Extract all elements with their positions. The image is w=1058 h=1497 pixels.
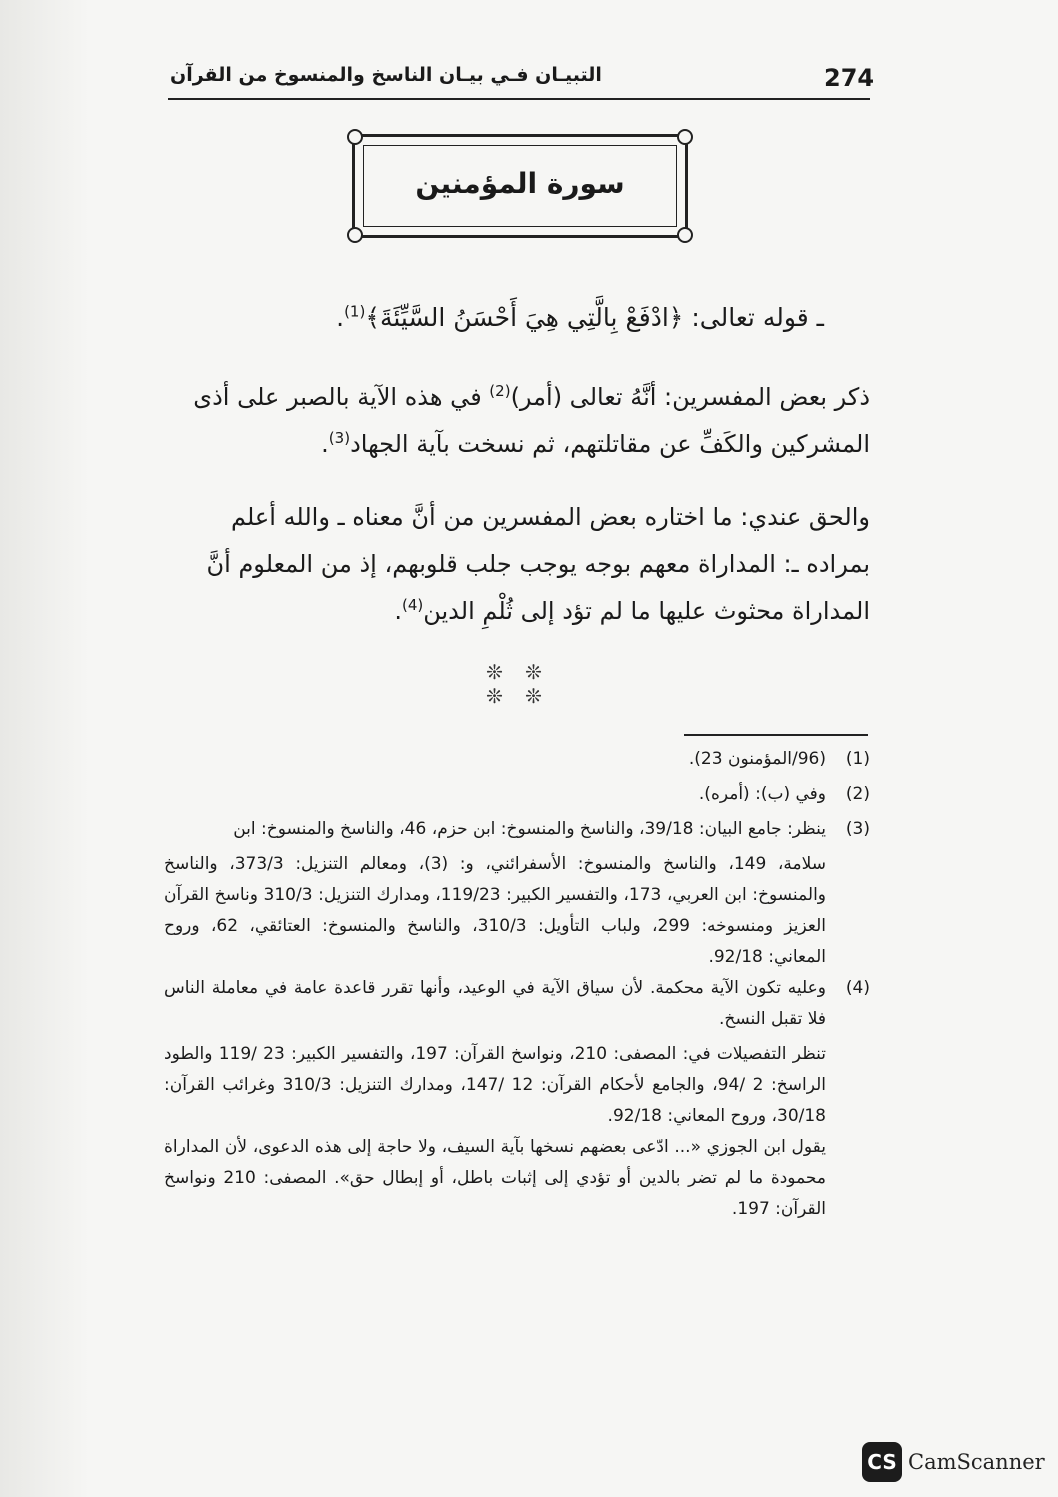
camscanner-logo-icon: CS xyxy=(862,1442,902,1482)
footnote-number: (3) xyxy=(845,819,870,839)
page-number: 274 xyxy=(824,64,875,92)
verse-line xyxy=(180,294,824,341)
footnote-number: (2) xyxy=(845,784,870,804)
footnote-4-quote: يقول ابن الجوزي «... ادّعى بعضهم نسخها بآية السيف، ولا حاجة إلى هذه الدعوى، لأن المداراة محمودة ما لم تضر بالدين أو تؤدي إلى إثبات باطل، أو إبطال حق». المصفى: 210 ونواسخ القرآن: 197. xyxy=(164,1137,826,1219)
frame-corner-ornament xyxy=(677,129,693,145)
paragraph-1-text-b: في هذه الآية بالصبر على أذى المشركين والكَفِّ عن مقاتلتهم، ثم نسخت بآية الجهاد xyxy=(193,383,870,458)
surah-title-frame xyxy=(352,134,688,238)
camscanner-watermark: CamScanner xyxy=(908,1450,1045,1474)
paragraph-1-end: . xyxy=(321,430,329,458)
footnote-text: وعليه تكون الآية محكمة. لأن سياق الآية في الوعيد، وأنها تقرر قاعدة عامة في معاملة الناس فلا تقبل النسخ. xyxy=(164,978,826,1029)
footnote-text: وفي (ب): (أمره). xyxy=(698,784,826,804)
page-header xyxy=(168,62,875,94)
frame-corner-ornament xyxy=(347,227,363,243)
header-rule xyxy=(168,98,870,100)
section-separator: ❊ ❊ ❊ ❊ xyxy=(486,660,550,708)
footnote-3-continuation: سلامة، 149، والناسخ والمنسوخ: الأسفرائني، و: (3)، ومعالم التنزيل: 373/3، والناسخ والمنسوخ: ابن العربي، 173، والتفسير الكبير: 119/23، ومدارك التنزيل: 310/3 وناسخ القرآن العزيز ومنسوخه: 299، ولباب التأويل: 310/3، والناسخ والمنسوخ: العتائقي، 62، وروح المعاني: 92/18. xyxy=(164,854,827,967)
paragraph-2-end: . xyxy=(394,597,402,625)
verse-end: . xyxy=(336,303,345,332)
footnote-4 xyxy=(164,973,870,1035)
page-edge-shadow xyxy=(0,0,90,1497)
footnote-4-continuation: تنظر التفصيلات في: المصفى: 210، ونواسخ القرآن: 197، والتفسير الكبير: 23 /119 والطود الراسخ: 2 /94، والجامع لأحكام القرآن: 12 /147، ومدارك التنزيل: 310/3 وغرائب القرآن: 30/18، وروح المعاني: 92/18. xyxy=(164,1044,826,1126)
paragraph-2 xyxy=(170,494,870,635)
paragraph-1-text-a: ذكر بعض المفسرين: أنَّهُ تعالى (أمر) xyxy=(510,383,870,411)
footnote-text: ينظر: جامع البيان: 39/18، والناسخ والمنسوخ: ابن حزم، 46، والناسخ والمنسوخ: ابن xyxy=(233,819,826,839)
footnote-number: (4) xyxy=(845,978,870,998)
running-title: التبيـان فـي بيـان الناسخ والمنسوخ من القرآن xyxy=(170,64,602,86)
footnote-number: (1) xyxy=(845,749,870,769)
footnote-rule xyxy=(684,734,868,736)
footnote-text: (96/المؤمنون 23). xyxy=(688,749,826,769)
footnote-2 xyxy=(164,779,870,810)
footnote-3 xyxy=(164,814,870,845)
surah-title: سورة المؤمنين xyxy=(415,167,625,200)
footnote-ref-2[interactable]: (2) xyxy=(489,382,511,400)
footnote-1 xyxy=(164,744,870,775)
footnote-ref-1[interactable]: (1) xyxy=(344,302,366,321)
verse-text: ـ قوله تعالى: ﴿ادْفَعْ بِالَّتِي هِيَ أَحْسَنُ السَّيِّئَةَ﴾ xyxy=(365,303,824,332)
footnote-ref-3[interactable]: (3) xyxy=(328,429,351,447)
footnote-ref-4[interactable]: (4) xyxy=(401,596,424,614)
footnotes xyxy=(164,744,870,1225)
paragraph-1 xyxy=(170,374,870,468)
paragraph-2-text: والحق عندي: ما اختاره بعض المفسرين من أنَّ معناه ـ والله أعلم بمراده ـ: المداراة معهم بوجه يوجب جلب قلوبهم، إذ من المعلوم أنَّ المداراة محثوث عليها ما لم تؤد إلى ثُلْمِ الدين xyxy=(206,503,870,625)
